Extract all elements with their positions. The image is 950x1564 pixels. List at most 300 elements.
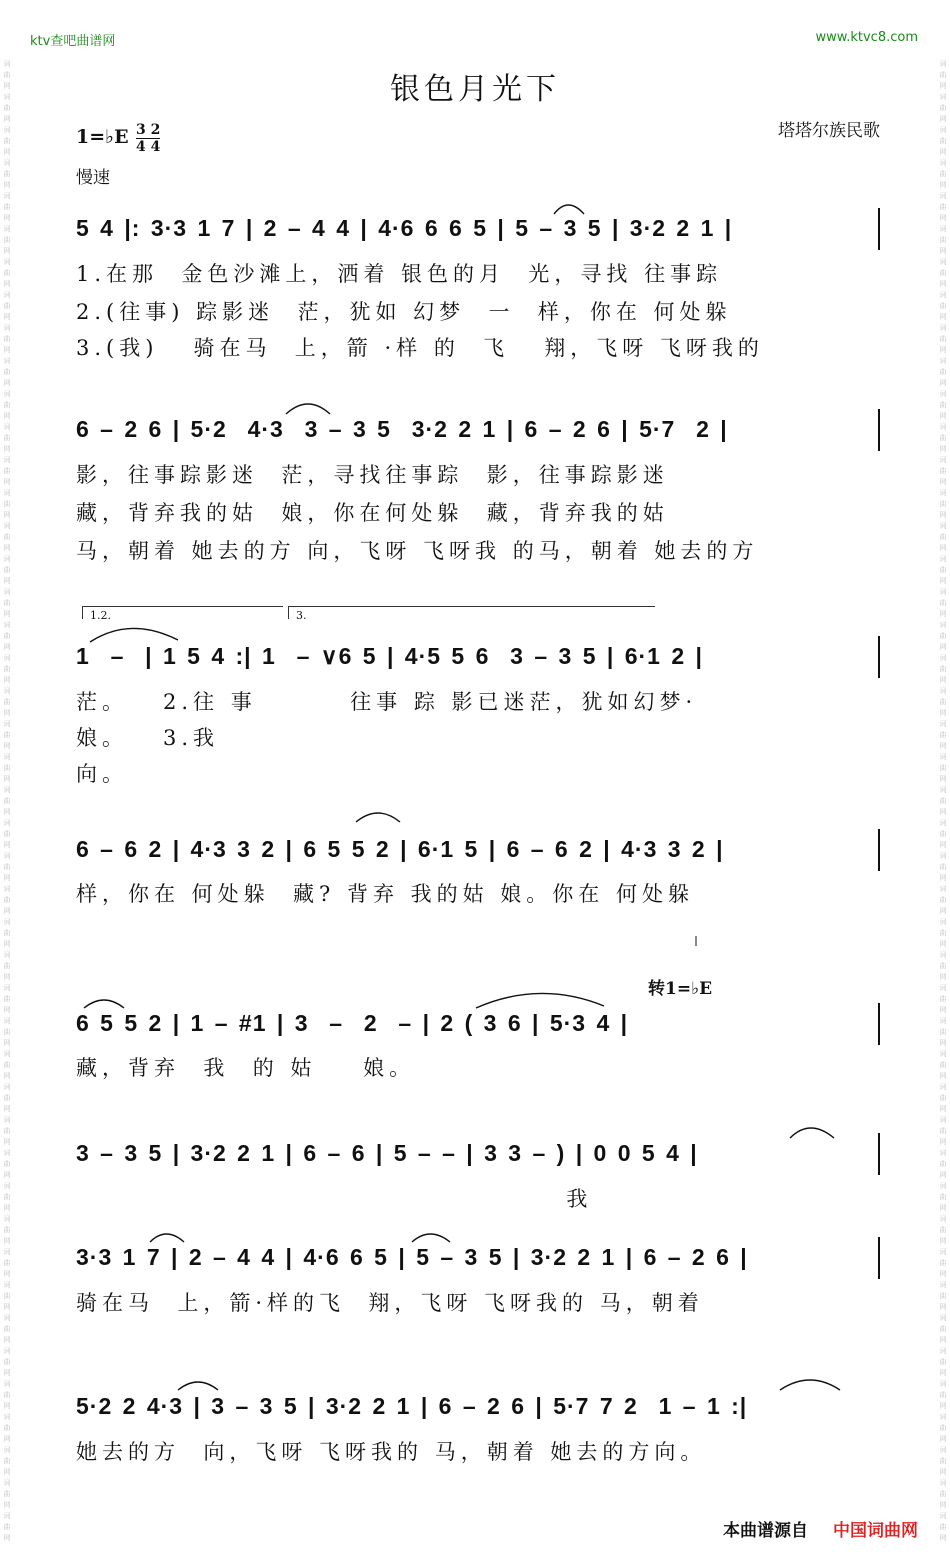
watermark-glyph: 词 [939, 786, 947, 794]
notes-line-6: 3 – 3 5 | 3·2 2 1 | 6 – 6 | 5 – – | 3 3 – ) | 0 0 5 4 | [76, 1140, 698, 1166]
watermark-glyph: 词 [3, 258, 11, 266]
watermark-glyph: 网 [3, 874, 11, 882]
watermark-glyph: 网 [3, 1534, 11, 1542]
watermark-glyph: 曲 [939, 731, 947, 739]
lyric-line: 向。 [76, 762, 128, 786]
watermark-glyph: 曲 [3, 368, 11, 376]
watermark-glyph: 曲 [3, 632, 11, 640]
watermark-glyph: 网 [939, 1138, 947, 1146]
watermark-glyph: 词 [3, 192, 11, 200]
watermark-glyph: 网 [939, 82, 947, 90]
watermark-glyph: 词 [3, 60, 11, 68]
watermark-glyph: 曲 [3, 467, 11, 475]
watermark-glyph: 曲 [3, 995, 11, 1003]
watermark-glyph: 曲 [3, 1259, 11, 1267]
watermark-glyph: 网 [939, 1237, 947, 1245]
watermark-glyph: 网 [3, 709, 11, 717]
watermark-glyph: 词 [3, 885, 11, 893]
watermark-glyph: 词 [3, 324, 11, 332]
watermark-glyph: 词 [3, 1446, 11, 1454]
watermark-glyph: 曲 [3, 203, 11, 211]
watermark-glyph: 词 [939, 687, 947, 695]
watermark-glyph: 曲 [939, 995, 947, 1003]
slur [476, 993, 604, 1008]
watermark-glyph: 曲 [3, 1523, 11, 1531]
watermark-glyph: 网 [939, 148, 947, 156]
watermark-glyph: 词 [939, 291, 947, 299]
volta-label-1: 1.2. [90, 609, 111, 622]
watermark-glyph: 词 [3, 654, 11, 662]
slur [356, 813, 400, 822]
watermark-glyph: 网 [939, 808, 947, 816]
watermark-glyph: 网 [3, 907, 11, 915]
watermark-glyph: 词 [3, 1017, 11, 1025]
watermark-glyph: 词 [3, 1083, 11, 1091]
watermark-glyph: 网 [939, 1435, 947, 1443]
lyric-line: 我 [76, 1187, 593, 1211]
watermark-glyph: 曲 [939, 1127, 947, 1135]
watermark-glyph: 曲 [3, 764, 11, 772]
watermark-glyph: 词 [939, 126, 947, 134]
watermark-glyph: 词 [939, 522, 947, 530]
watermark-glyph: 词 [939, 1083, 947, 1091]
watermark-glyph: 词 [939, 753, 947, 761]
watermark-glyph: 网 [939, 313, 947, 321]
watermark-glyph: 曲 [3, 1424, 11, 1432]
watermark-glyph: 曲 [939, 1061, 947, 1069]
site-url-right[interactable]: www.ktvc8.com [815, 30, 918, 45]
watermark-glyph: 词 [939, 555, 947, 563]
watermark-glyph: 曲 [939, 665, 947, 673]
key-signature: 1=♭E [76, 126, 129, 148]
watermark-glyph: 曲 [939, 236, 947, 244]
watermark-glyph: 曲 [3, 269, 11, 277]
watermark-glyph: 曲 [939, 104, 947, 112]
watermark-glyph: 曲 [939, 896, 947, 904]
source-label: 本曲谱源自 [723, 1521, 808, 1541]
watermark-glyph: 词 [939, 918, 947, 926]
watermark-glyph: 词 [939, 60, 947, 68]
watermark-glyph: 网 [3, 808, 11, 816]
watermark-glyph: 词 [3, 1182, 11, 1190]
watermark-glyph: 词 [3, 93, 11, 101]
watermark-glyph: 网 [939, 676, 947, 684]
watermark-glyph: 词 [939, 588, 947, 596]
watermark-glyph: 词 [939, 720, 947, 728]
watermark-glyph: 曲 [3, 566, 11, 574]
lyric-line: 样，你在 何处躲 藏? 背弃 我的姑 娘。你在 何处躲 [76, 882, 694, 906]
watermark-glyph: 词 [3, 1380, 11, 1388]
watermark-glyph: 网 [3, 1369, 11, 1377]
watermark-glyph: 曲 [939, 467, 947, 475]
watermark-glyph: 曲 [939, 137, 947, 145]
watermark-glyph: 词 [939, 1380, 947, 1388]
watermark-glyph: 词 [3, 1413, 11, 1421]
watermark-glyph: 网 [939, 346, 947, 354]
watermark-glyph: 词 [939, 1314, 947, 1322]
watermark-glyph: 网 [3, 940, 11, 948]
watermark-glyph: 网 [3, 1237, 11, 1245]
watermark-glyph: 词 [3, 291, 11, 299]
lyric-line: 马，朝着 她去的方 向，飞呀 飞呀我 的马，朝着 她去的方 [76, 539, 759, 563]
watermark-glyph: 网 [939, 577, 947, 585]
watermark-glyph: 网 [3, 841, 11, 849]
watermark-glyph: 词 [3, 753, 11, 761]
watermark-glyph: 网 [3, 1171, 11, 1179]
watermark-glyph: 网 [3, 1270, 11, 1278]
watermark-glyph: 网 [3, 1402, 11, 1410]
watermark-glyph: 词 [939, 423, 947, 431]
notes-line-7: 3·3 1 7 | 2 – 4 4 | 4·6 6 5 | 5 – 3 5 | 3·2 2 1 | 6 – 2 6 | [76, 1244, 748, 1270]
notes-line-8: 5·2 2 4·3 | 3 – 3 5 | 3·2 2 1 | 6 – 2 6 | 5·7 7 2 1 – 1 :| [76, 1393, 748, 1419]
watermark-glyph: 曲 [939, 962, 947, 970]
watermark-glyph: 词 [3, 786, 11, 794]
watermark-glyph: 网 [3, 148, 11, 156]
watermark-glyph: 曲 [3, 302, 11, 310]
watermark-glyph: 网 [939, 643, 947, 651]
watermark-glyph: 网 [3, 445, 11, 453]
watermark-glyph: 词 [3, 1314, 11, 1322]
watermark-glyph: 词 [939, 1479, 947, 1487]
watermark-glyph: 词 [3, 357, 11, 365]
watermark-glyph: 词 [3, 1050, 11, 1058]
watermark-glyph: 曲 [3, 797, 11, 805]
watermark-glyph: 曲 [3, 962, 11, 970]
watermark-glyph: 词 [3, 1149, 11, 1157]
watermark-glyph: 曲 [3, 236, 11, 244]
watermark-glyph: 词 [939, 192, 947, 200]
watermark-glyph: 网 [3, 511, 11, 519]
watermark-glyph: 曲 [3, 665, 11, 673]
watermark-glyph: 网 [3, 313, 11, 321]
watermark-glyph: 词 [3, 423, 11, 431]
watermark-glyph: 曲 [939, 1292, 947, 1300]
watermark-glyph: 曲 [3, 698, 11, 706]
watermark-glyph: 曲 [939, 302, 947, 310]
slur [84, 1000, 124, 1008]
watermark-glyph: 词 [3, 918, 11, 926]
modulation-marking: 转1=♭E [648, 979, 713, 999]
watermark-glyph: 网 [3, 577, 11, 585]
watermark-glyph: 网 [939, 1369, 947, 1377]
watermark-glyph: 词 [939, 159, 947, 167]
watermark-glyph: 曲 [3, 1358, 11, 1366]
watermark-glyph: 曲 [3, 1325, 11, 1333]
watermark-glyph: 词 [3, 555, 11, 563]
watermark-glyph: 网 [3, 346, 11, 354]
slur [554, 205, 584, 214]
watermark-glyph: 网 [939, 280, 947, 288]
watermark-glyph: 曲 [939, 170, 947, 178]
watermark-glyph: 曲 [939, 500, 947, 508]
slur [90, 628, 178, 642]
watermark-glyph: 词 [3, 1281, 11, 1289]
watermark-glyph: 曲 [3, 1094, 11, 1102]
watermark-glyph: 词 [3, 1248, 11, 1256]
watermark-glyph: 网 [939, 610, 947, 618]
watermark-glyph: 网 [939, 544, 947, 552]
watermark-glyph: 曲 [939, 764, 947, 772]
watermark-glyph: 网 [3, 1006, 11, 1014]
watermark-glyph: 曲 [3, 1028, 11, 1036]
lyric-line: 骑在马 上，箭·样的飞 翔，飞呀 飞呀我的 马，朝着 [76, 1291, 704, 1315]
watermark-glyph: 曲 [939, 434, 947, 442]
watermark-glyph: 曲 [3, 896, 11, 904]
watermark-glyph: 网 [3, 775, 11, 783]
watermark-glyph: 曲 [3, 104, 11, 112]
watermark-glyph: 曲 [939, 566, 947, 574]
watermark-glyph: 曲 [939, 632, 947, 640]
watermark-glyph: 网 [939, 511, 947, 519]
watermark-glyph: 词 [3, 819, 11, 827]
watermark-glyph: 词 [939, 654, 947, 662]
watermark-glyph: 词 [3, 1116, 11, 1124]
notes-line-5: 6 5 5 2 | 1 – #1 | 3 – 2 – | 2 ( 3 6 | 5·3 4 | [76, 1010, 629, 1036]
watermark-glyph: 网 [3, 214, 11, 222]
watermark-glyph: 曲 [939, 698, 947, 706]
watermark-glyph: 网 [3, 1204, 11, 1212]
watermark-glyph: 词 [939, 258, 947, 266]
watermark-glyph: 曲 [939, 368, 947, 376]
watermark-glyph: 词 [939, 621, 947, 629]
source-site-link[interactable]: 中国词曲网 [833, 1521, 918, 1541]
song-title: 银色月光下 [390, 72, 560, 107]
watermark-glyph: 网 [939, 247, 947, 255]
lyric-line: 娘。 3.我 [76, 726, 220, 750]
watermark-glyph: 网 [939, 1534, 947, 1542]
watermark-glyph: 网 [939, 1501, 947, 1509]
watermark-glyph: 网 [3, 412, 11, 420]
watermark-glyph: 曲 [3, 929, 11, 937]
watermark-glyph: 曲 [3, 500, 11, 508]
watermark-glyph: 词 [3, 126, 11, 134]
watermark-glyph: 曲 [939, 71, 947, 79]
notes-line-2: 6 – 2 6 | 5·2 4·3 3 – 3 5 3·2 2 1 | 6 – 2 6 | 5·7 2 | [76, 416, 728, 442]
watermark-glyph: 词 [939, 1116, 947, 1124]
watermark-glyph: 词 [939, 456, 947, 464]
watermark-glyph: 词 [3, 522, 11, 530]
watermark-glyph: 词 [939, 1347, 947, 1355]
watermark-glyph: 曲 [939, 1457, 947, 1465]
watermark-glyph: 词 [3, 1512, 11, 1520]
watermark-glyph: 网 [939, 1171, 947, 1179]
lyric-line: 她去的方 向，飞呀 飞呀我的 马，朝着 她去的方向。 [76, 1440, 707, 1464]
watermark-glyph: 网 [3, 1072, 11, 1080]
watermark-glyph: 曲 [939, 1424, 947, 1432]
watermark-glyph: 曲 [3, 830, 11, 838]
watermark-glyph: 曲 [939, 797, 947, 805]
watermark-glyph: 曲 [939, 1259, 947, 1267]
watermark-glyph: 曲 [939, 1094, 947, 1102]
watermark-glyph: 网 [3, 247, 11, 255]
watermark-glyph: 曲 [939, 203, 947, 211]
watermark-glyph: 词 [3, 852, 11, 860]
watermark-glyph: 网 [939, 874, 947, 882]
watermark-glyph: 词 [3, 390, 11, 398]
slur [780, 1380, 840, 1390]
watermark-glyph: 曲 [939, 929, 947, 937]
lyric-line: 2.(往事) 踪影迷 茫，犹如 幻梦 一 样，你在 何处躲 [76, 300, 732, 324]
watermark-glyph: 曲 [939, 269, 947, 277]
watermark-glyph: 网 [939, 709, 947, 717]
watermark-glyph: 曲 [939, 335, 947, 343]
watermark-glyph: 词 [939, 1215, 947, 1223]
watermark-glyph: 网 [3, 1138, 11, 1146]
watermark-glyph: 词 [939, 1446, 947, 1454]
watermark-glyph: 词 [939, 390, 947, 398]
watermark-glyph: 词 [3, 687, 11, 695]
watermark-glyph: 曲 [939, 1358, 947, 1366]
watermark-glyph: 曲 [939, 1193, 947, 1201]
watermark-glyph: 网 [3, 1468, 11, 1476]
watermark-glyph: 网 [3, 1039, 11, 1047]
watermark-glyph: 网 [3, 643, 11, 651]
slur [178, 1382, 218, 1390]
watermark-glyph: 词 [3, 588, 11, 596]
watermark-glyph: 词 [939, 819, 947, 827]
watermark-glyph: 词 [939, 1512, 947, 1520]
watermark-glyph: 词 [939, 852, 947, 860]
watermark-glyph: 网 [939, 379, 947, 387]
watermark-glyph: 网 [939, 412, 947, 420]
watermark-glyph: 网 [3, 973, 11, 981]
watermark-glyph: 网 [3, 280, 11, 288]
watermark-glyph: 网 [939, 1006, 947, 1014]
watermark-glyph: 曲 [939, 1160, 947, 1168]
lyric-line: 1.在那 金色沙滩上，洒着 银色的月 光，寻找 往事踪 [76, 262, 723, 286]
watermark-glyph: 词 [939, 1017, 947, 1025]
watermark-glyph: 网 [3, 1105, 11, 1113]
watermark-glyph: 网 [3, 1501, 11, 1509]
watermark-glyph: 网 [939, 181, 947, 189]
watermark-glyph: 网 [3, 1435, 11, 1443]
watermark-glyph: 曲 [3, 1490, 11, 1498]
lyric-line: 藏，背弃我的姑 娘，你在何处躲 藏，背弃我的姑 [76, 501, 669, 525]
watermark-glyph: 曲 [3, 1127, 11, 1135]
watermark-glyph: 曲 [939, 533, 947, 541]
watermark-glyph: 曲 [939, 1226, 947, 1234]
watermark-glyph: 网 [939, 775, 947, 783]
watermark-glyph: 词 [3, 456, 11, 464]
lyric-line: 藏，背弃 我 的 姑 娘。 [76, 1056, 416, 1080]
watermark-glyph: 曲 [3, 533, 11, 541]
watermark-glyph: 曲 [3, 1226, 11, 1234]
watermark-glyph: 曲 [939, 599, 947, 607]
watermark-glyph: 词 [939, 324, 947, 332]
watermark-glyph: 网 [939, 1072, 947, 1080]
watermark-glyph: 词 [3, 984, 11, 992]
watermark-glyph: 曲 [3, 863, 11, 871]
watermark-glyph: 网 [939, 907, 947, 915]
watermark-glyph: 曲 [3, 170, 11, 178]
watermark-glyph: 词 [3, 225, 11, 233]
watermark-glyph: 网 [3, 1303, 11, 1311]
slur [412, 1234, 450, 1242]
watermark-glyph: 曲 [939, 1391, 947, 1399]
watermark-glyph: 词 [3, 159, 11, 167]
watermark-glyph: 网 [939, 1270, 947, 1278]
watermark-glyph: 词 [939, 951, 947, 959]
watermark-glyph: 网 [3, 1336, 11, 1344]
watermark-glyph: 词 [3, 489, 11, 497]
watermark-glyph: 曲 [3, 1061, 11, 1069]
watermark-glyph: 网 [939, 1204, 947, 1212]
watermark-glyph: 网 [939, 214, 947, 222]
watermark-glyph: 网 [939, 445, 947, 453]
watermark-glyph: 曲 [3, 1160, 11, 1168]
watermark-glyph: 曲 [939, 401, 947, 409]
watermark-glyph: 曲 [3, 1292, 11, 1300]
watermark-glyph: 网 [939, 1039, 947, 1047]
watermark-glyph: 曲 [939, 863, 947, 871]
watermark-glyph: 网 [3, 610, 11, 618]
song-origin: 塔塔尔族民歌 [778, 121, 880, 141]
watermark-glyph: 词 [3, 720, 11, 728]
watermark-glyph: 网 [3, 82, 11, 90]
watermark-glyph: 曲 [3, 1193, 11, 1201]
watermark-glyph: 词 [3, 1215, 11, 1223]
watermark-glyph: 词 [939, 1248, 947, 1256]
watermark-glyph: 词 [3, 621, 11, 629]
notes-line-4: 6 – 6 2 | 4·3 3 2 | 6 5 5 2 | 6·1 5 | 6 – 6 2 | 4·3 3 2 | [76, 836, 724, 862]
watermark-glyph: 曲 [3, 401, 11, 409]
notes-line-1: 5 4 |: 3·3 1 7 | 2 – 4 4 | 4·6 6 6 5 | 5 – 3 5 | 3·2 2 1 | [76, 215, 733, 241]
watermark-glyph: 曲 [3, 335, 11, 343]
watermark-glyph: 网 [939, 1402, 947, 1410]
watermark-glyph: 词 [939, 984, 947, 992]
watermark-glyph: 曲 [939, 1523, 947, 1531]
watermark-glyph: 曲 [3, 71, 11, 79]
watermark-glyph: 网 [3, 115, 11, 123]
slur [150, 1234, 184, 1242]
watermark-glyph: 网 [939, 1468, 947, 1476]
watermark-glyph: 词 [939, 225, 947, 233]
watermark-glyph: 曲 [939, 1490, 947, 1498]
watermark-glyph: 词 [3, 1479, 11, 1487]
watermark-glyph: 曲 [939, 1325, 947, 1333]
watermark-glyph: 网 [3, 676, 11, 684]
watermark-glyph: 网 [3, 742, 11, 750]
slur [286, 404, 330, 414]
watermark-glyph: 词 [939, 489, 947, 497]
watermark-glyph: 词 [939, 1050, 947, 1058]
tempo-marking: 慢速 [76, 168, 110, 188]
watermark-glyph: 网 [3, 379, 11, 387]
watermark-glyph: 网 [3, 544, 11, 552]
lyric-line: 影，往事踪影迷 茫，寻找往事踪 影，往事踪影迷 [76, 463, 669, 487]
volta-label-2: 3. [296, 609, 307, 622]
watermark-glyph: 词 [939, 1149, 947, 1157]
watermark-glyph: 曲 [3, 731, 11, 739]
watermark-glyph: 词 [939, 357, 947, 365]
watermark-glyph: 网 [939, 841, 947, 849]
meter-top: 3 2 [136, 122, 161, 138]
watermark-glyph: 曲 [939, 1028, 947, 1036]
watermark-glyph: 网 [3, 181, 11, 189]
watermark-glyph: 曲 [3, 1391, 11, 1399]
slur [790, 1128, 834, 1138]
meter-bottom: 4 4 [136, 139, 161, 155]
site-name-left[interactable]: ktv查吧曲谱网 [30, 34, 116, 49]
watermark-glyph: 网 [939, 1105, 947, 1113]
watermark-glyph: 词 [939, 1182, 947, 1190]
watermark-glyph: 词 [3, 1347, 11, 1355]
watermark-glyph: 曲 [939, 830, 947, 838]
watermark-glyph: 网 [939, 1336, 947, 1344]
watermark-glyph: 词 [939, 885, 947, 893]
notes-line-3: 1 – | 1 5 4 :| 1 – ∨6 5 | 4·5 5 6 3 – 3 5 | 6·1 2 | [76, 643, 703, 669]
watermark-glyph: 词 [939, 1413, 947, 1421]
